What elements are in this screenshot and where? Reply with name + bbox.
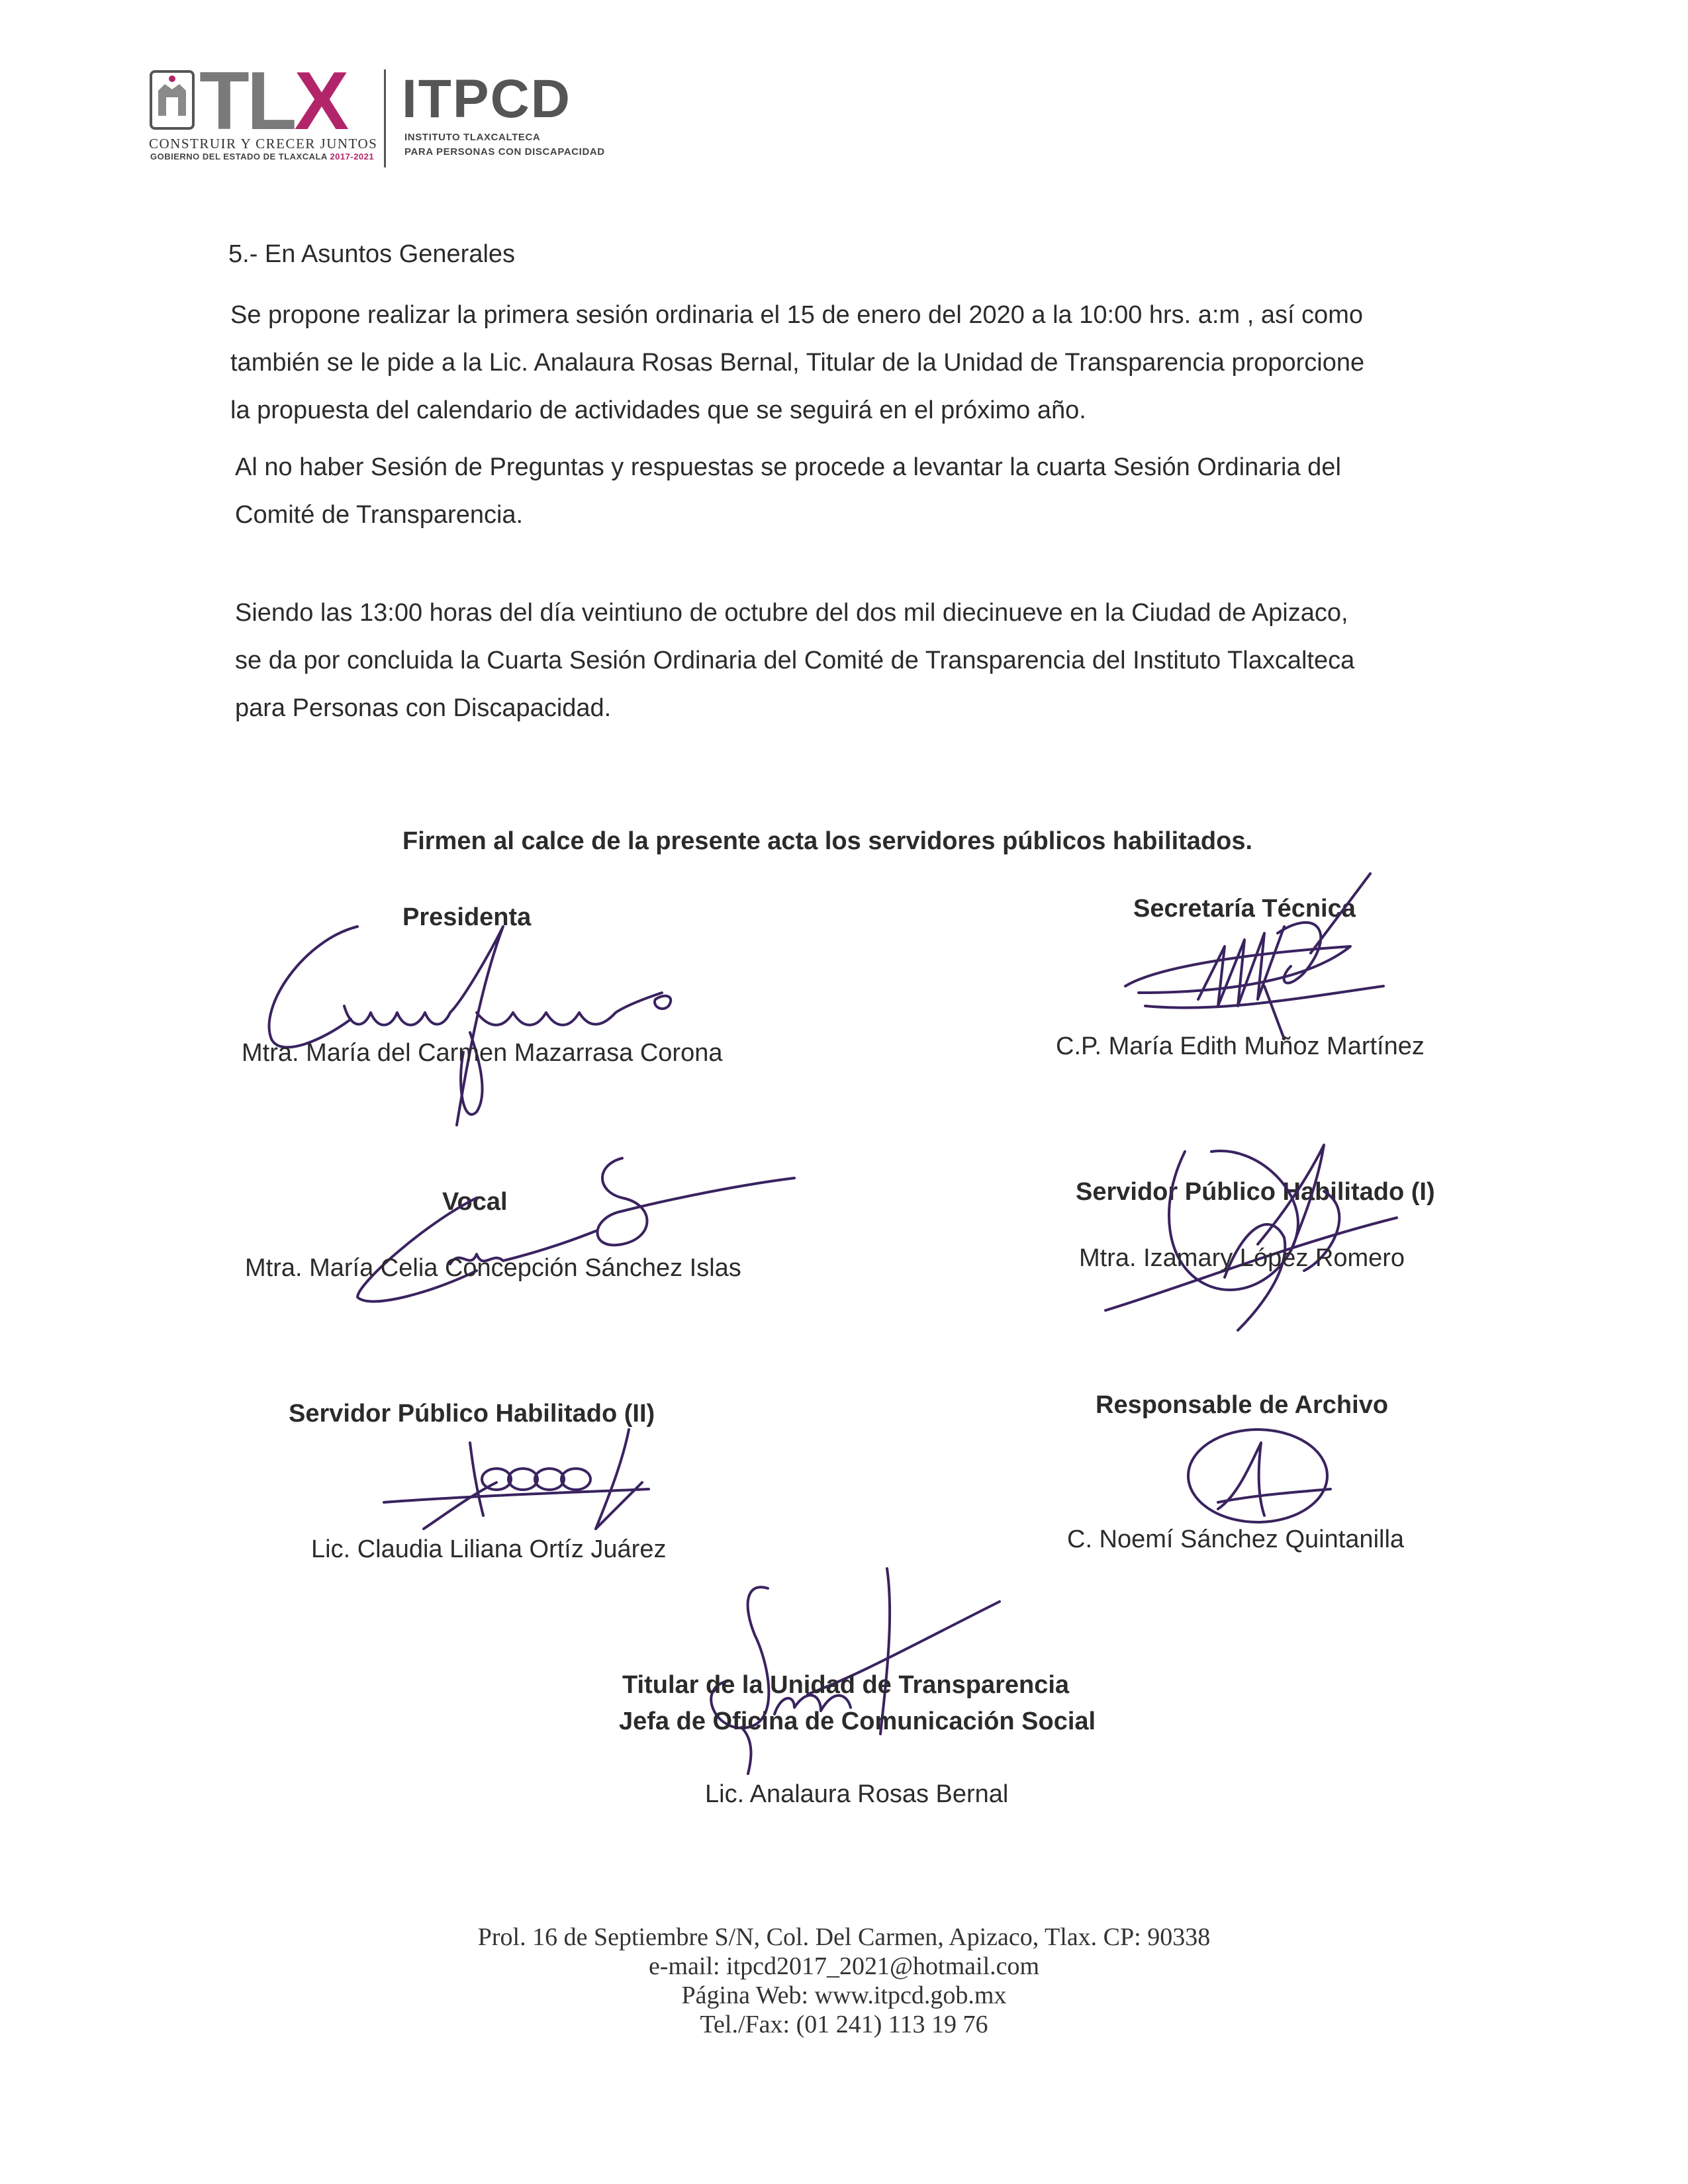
archivo-signature-icon — [1178, 1423, 1344, 1535]
header-logo — [149, 56, 652, 169]
itpcd-subtitle: INSTITUTO TLAXCALTECA PARA PERSONAS CON DISCAPACIDAD — [404, 132, 605, 158]
section-heading: 5.- En Asuntos Generales — [228, 240, 516, 268]
tlaxcala-seal-icon — [149, 69, 195, 130]
servidor2-name: Lic. Claudia Liliana Ortíz Juárez — [311, 1535, 667, 1563]
paragraph-line: Se propone realizar la primera sesión ordinaria el 15 de enero del 2020 a la 10:00 hrs. a:m , así como — [230, 301, 1363, 329]
servidor1-name: Mtra. Izamary López Romero — [1079, 1244, 1405, 1272]
servidor2-role: Servidor Público Habilitado (II) — [289, 1400, 655, 1428]
sign-instruction: Firmen al calce de la presente acta los servidores públicos habilitados. — [402, 827, 1253, 855]
secretaria-role: Secretaría Técnica — [1133, 895, 1356, 923]
servidor1-signature-icon — [1092, 1112, 1423, 1350]
presidenta-signature-icon — [252, 913, 741, 1138]
titular-role-line2: Jefa de Oficina de Comunicación Social — [619, 1707, 1096, 1735]
servidor1-role: Servidor Público Habilitado (I) — [1076, 1178, 1435, 1206]
tlx-wordmark: TLX — [199, 56, 347, 147]
tlx-motto: CONSTRUIR Y CRECER JUNTOS — [149, 136, 378, 152]
presidenta-role: Presidenta — [402, 903, 532, 931]
paragraph-2 — [235, 443, 1341, 539]
footer-email: e-mail: itpcd2017_2021@hotmail.com — [648, 1952, 1040, 1980]
archivo-name: C. Noemí Sánchez Quintanilla — [1067, 1525, 1405, 1553]
paragraph-1 — [230, 291, 1364, 434]
secretaria-name: C.P. María Edith Muñoz Martínez — [1056, 1032, 1425, 1060]
paragraph-line: Al no haber Sesión de Preguntas y respuestas se procede a levantar la cuarta Sesión Ordinaria del — [235, 453, 1341, 481]
titular-role-line1: Titular de la Unidad de Transparencia — [622, 1671, 1070, 1699]
tlx-government: GOBIERNO DEL ESTADO DE TLAXCALA 2017-2021 — [150, 152, 375, 161]
paragraph-line: también se le pide a la Lic. Analaura Rosas Bernal, Titular de la Unidad de Transparencia proporcione — [230, 349, 1365, 377]
archivo-role: Responsable de Archivo — [1096, 1391, 1389, 1419]
servidor2-signature-icon — [377, 1416, 655, 1535]
paragraph-line: Comité de Transparencia. — [235, 501, 524, 529]
paragraph-line: se da por concluida la Cuarta Sesión Ordinaria del Comité de Transparencia del Instituto Tlaxcalteca — [235, 647, 1355, 674]
vocal-role: Vocal — [442, 1188, 508, 1216]
logo-divider — [384, 69, 386, 167]
titular-name: Lic. Analaura Rosas Bernal — [705, 1780, 1009, 1808]
presidenta-name: Mtra. María del Carmen Mazarrasa Corona — [242, 1039, 723, 1067]
paragraph-line: Siendo las 13:00 horas del día veintiuno de octubre del dos mil diecinueve en la Ciudad de Apizaco, — [235, 599, 1348, 627]
itpcd-wordmark: ITPCD — [402, 69, 571, 129]
vocal-signature-icon — [344, 1138, 794, 1310]
vocal-name: Mtra. María Celia Concepción Sánchez Islas — [245, 1254, 741, 1282]
paragraph-3 — [235, 589, 1354, 732]
footer-web: Página Web: www.itpcd.gob.mx — [681, 1981, 1007, 2009]
paragraph-line: para Personas con Discapacidad. — [235, 694, 612, 722]
footer-phone: Tel./Fax: (01 241) 113 19 76 — [700, 2011, 988, 2038]
paragraph-line: la propuesta del calendario de actividades que se seguirá en el próximo año. — [230, 396, 1086, 424]
footer-address: Prol. 16 de Septiembre S/N, Col. Del Carmen, Apizaco, Tlax. CP: 90338 — [477, 1923, 1211, 1951]
footer-contact — [0, 1923, 1688, 2039]
